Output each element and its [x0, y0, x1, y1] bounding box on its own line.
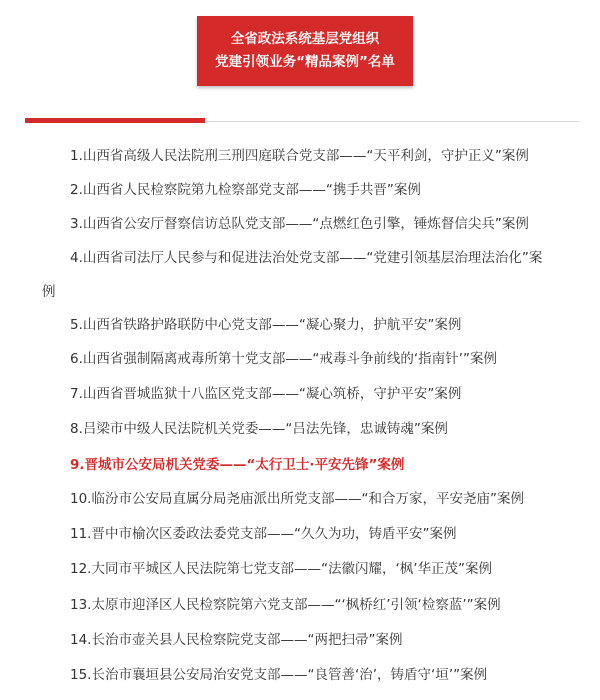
list-item-highlighted: 9.晋城市公安局机关党委——“太行卫士·平安先锋”案例 — [70, 457, 405, 473]
list-item: 8.吕梁市中级人民法院机关党委——“吕法先锋，忠诚铸魂”案例 — [70, 421, 448, 437]
list-item: 10.临汾市公安局直属分局尧庙派出所党支部——“和合万家，平安尧庙”案例 — [70, 491, 524, 507]
list-item: 6.山西省强制隔离戒毒所第十党支部——“戒毒斗争前线的‘指南针’”案例 — [70, 351, 497, 367]
list-item: 2.山西省人民检察院第九检察部党支部——“携手共晋”案例 — [70, 182, 421, 198]
list-item: 5.山西省铁路护路联防中心党支部——“凝心聚力，护航平安”案例 — [70, 317, 462, 333]
list-item: 4.山西省司法厅人民参与和促进法治处党支部——“党建引领基层治理法治化”案 例 — [42, 250, 543, 300]
list-item: 7.山西省晋城监狱十八监区党支部——“凝心筑桥，守护平安”案例 — [70, 386, 462, 402]
list-item: 1.山西省高级人民法院刑三刑四庭联合党支部——“天平利剑，守护正义”案例 — [70, 148, 529, 164]
title-line-1: 全省政法系统基层党组织 — [230, 31, 380, 47]
list-item: 12.大同市平城区人民法院第七党支部——“法徽闪耀，‘枫’华正茂”案例 — [70, 561, 493, 577]
list-item: 11.晋中市榆次区委政法委党支部——“久久为功，铸盾平安”案例 — [70, 526, 457, 542]
list-item: 15.长治市襄垣县公安局治安党支部——“良管善‘治’，铸盾守‘垣’”案例 — [70, 667, 488, 683]
list-item: 14.长治市壶关县人民检察院党支部——“两把扫帚”案例 — [70, 632, 403, 648]
list-item: 3.山西省公安厅督察信访总队党支部——“点燃红色引擎，锤炼督信尖兵”案例 — [70, 216, 529, 232]
title-line-2: 党建引领业务“精品案例”名单 — [215, 54, 395, 70]
list-item: 13.太原市迎泽区人民检察院第六党支部——“‘枫桥红’引领‘检察蓝’”案例 — [70, 597, 501, 613]
